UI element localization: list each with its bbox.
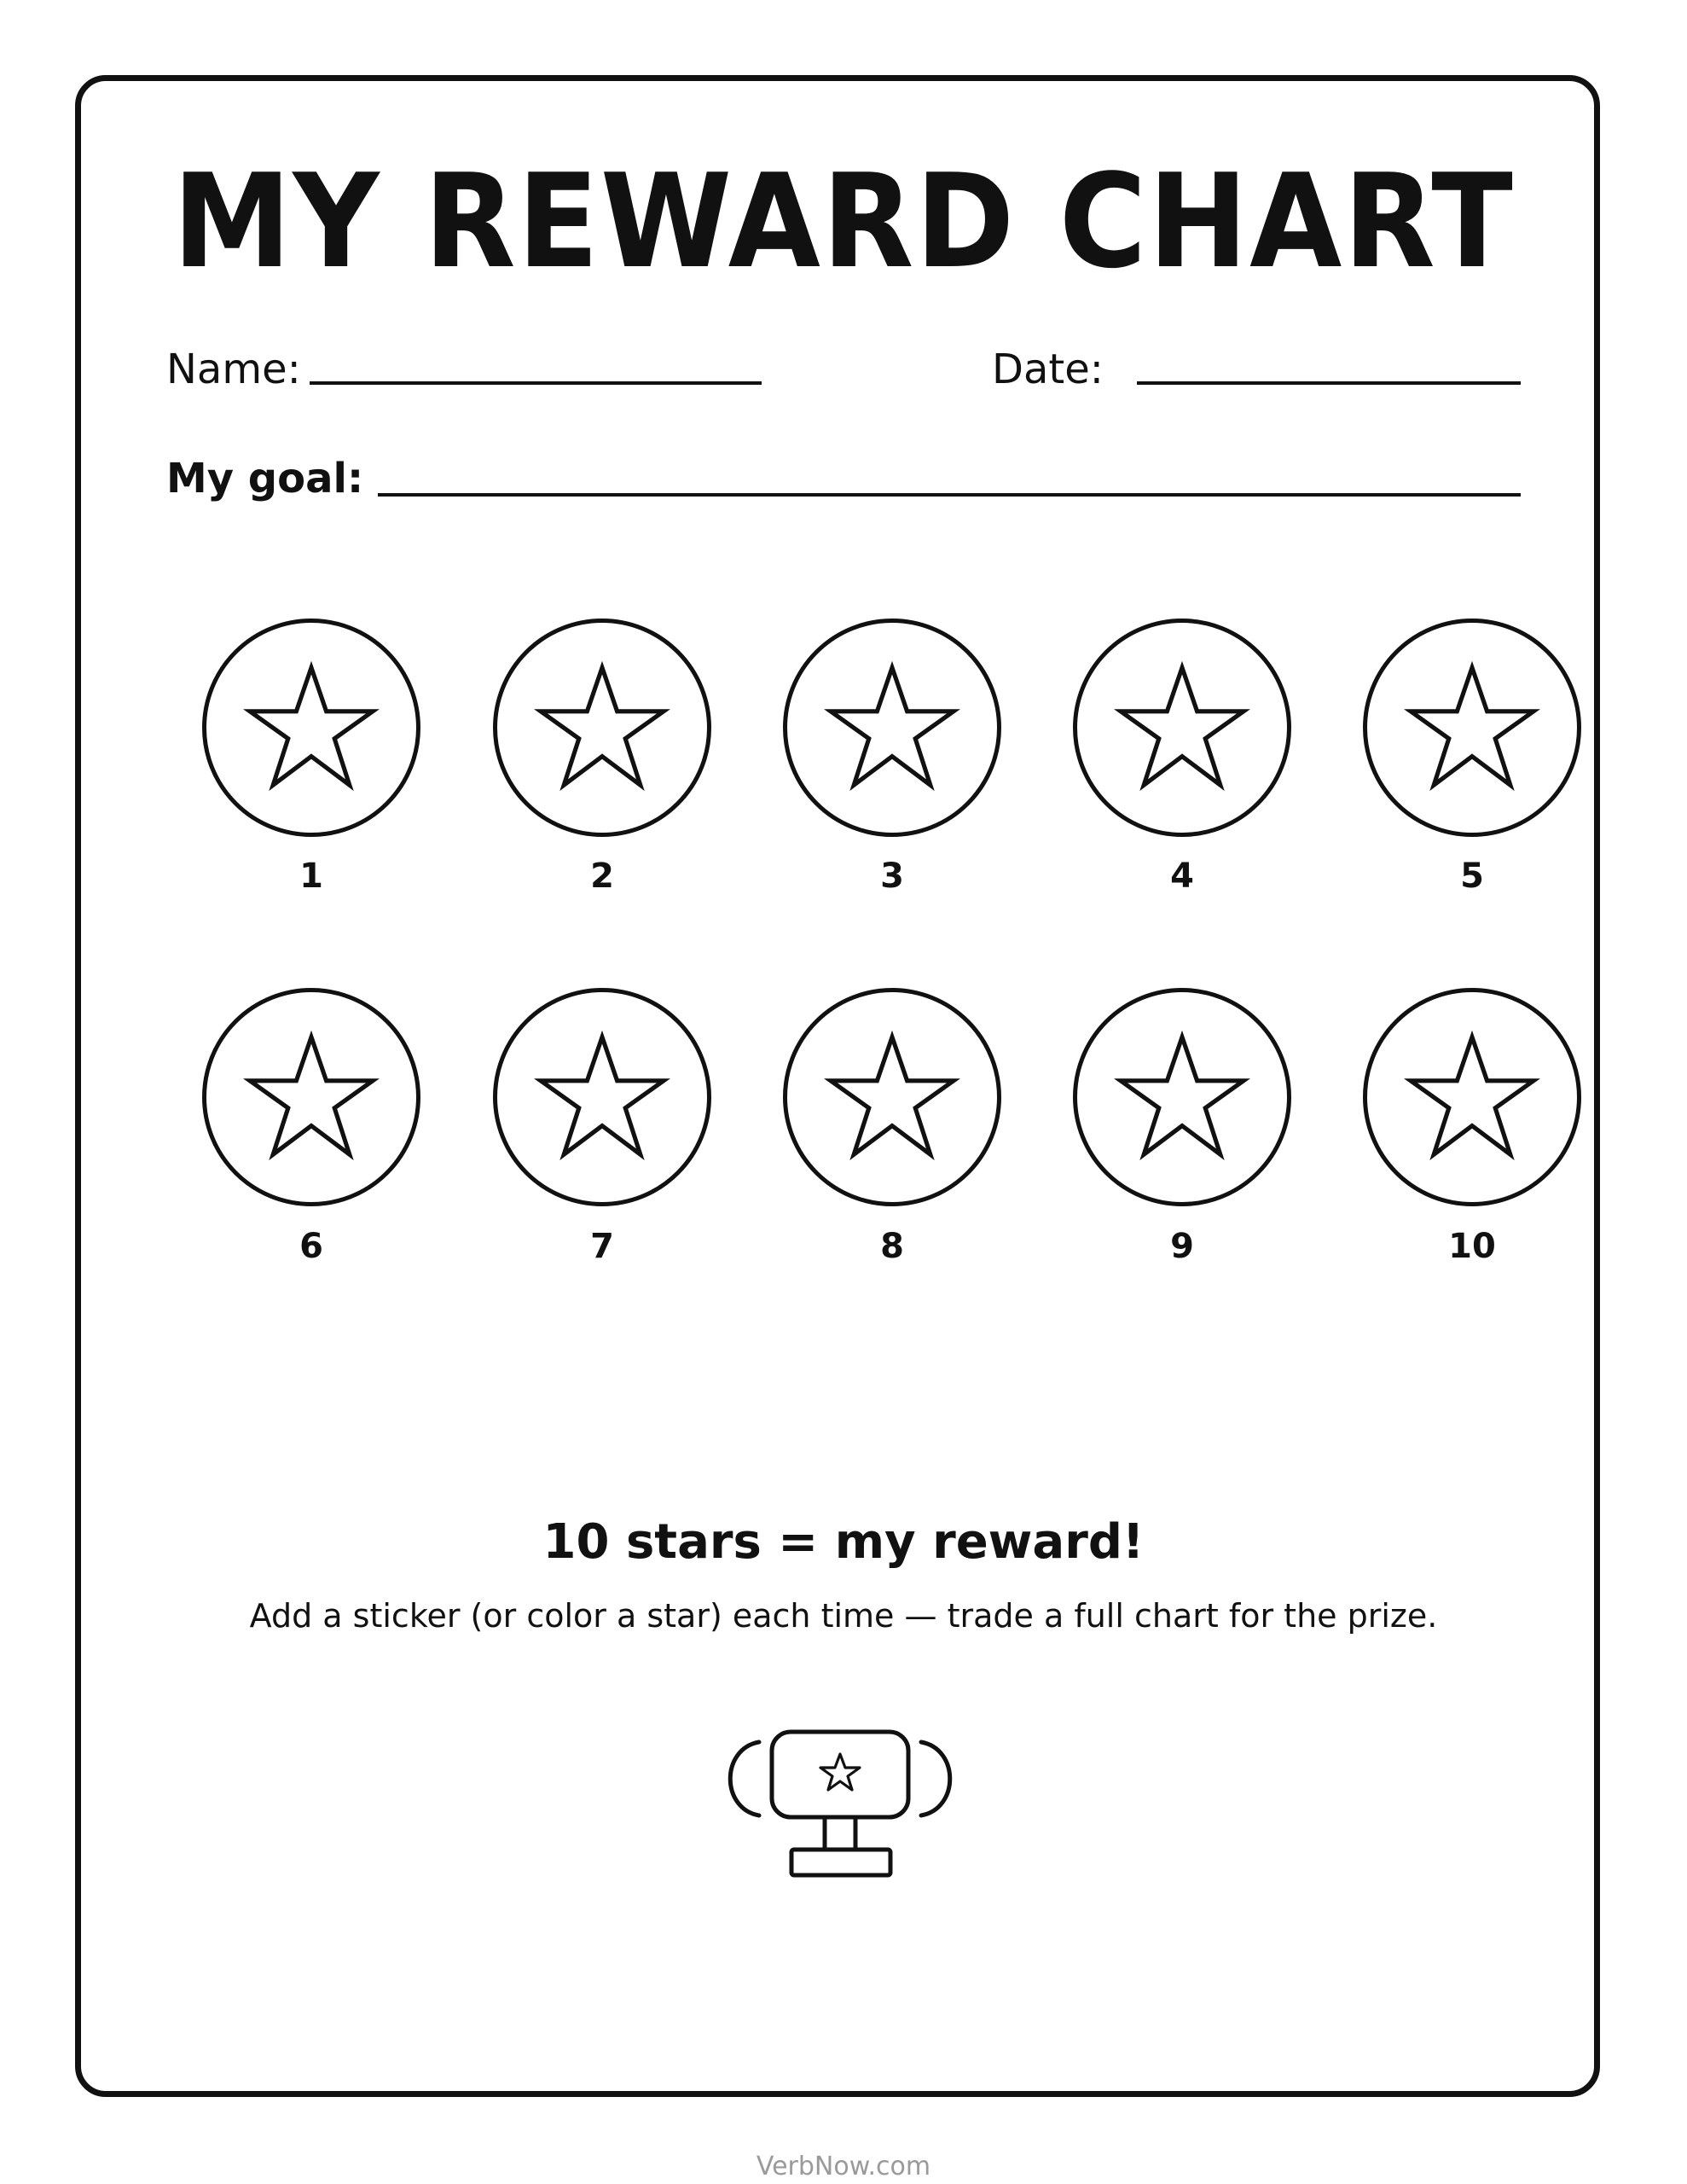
star-number: 3 bbox=[880, 857, 904, 896]
star-icon bbox=[243, 1029, 380, 1165]
star-icon bbox=[1404, 1029, 1540, 1165]
goal-line[interactable] bbox=[378, 493, 1521, 497]
star-icon bbox=[534, 659, 670, 796]
star-circle-4[interactable] bbox=[1073, 619, 1291, 837]
star-number: 7 bbox=[590, 1227, 614, 1266]
star-icon bbox=[534, 1029, 670, 1165]
star-circle-7[interactable] bbox=[493, 988, 711, 1206]
star-circle-10[interactable] bbox=[1363, 988, 1581, 1206]
star-icon bbox=[1404, 659, 1540, 796]
star-circle-8[interactable] bbox=[783, 988, 1001, 1206]
star-circle-5[interactable] bbox=[1363, 619, 1581, 837]
star-number: 1 bbox=[299, 857, 323, 896]
reward-instructions: Add a sticker (or color a star) each time — trade a full chart for the prize. bbox=[249, 1597, 1438, 1635]
name-line[interactable] bbox=[310, 381, 762, 385]
star-number: 8 bbox=[880, 1227, 904, 1266]
footer-credit: VerbNow.com bbox=[756, 2152, 931, 2181]
star-number: 9 bbox=[1170, 1227, 1194, 1266]
star-circle-1[interactable] bbox=[202, 619, 420, 837]
star-circle-9[interactable] bbox=[1073, 988, 1291, 1206]
goal-label: My goal: bbox=[166, 455, 364, 502]
star-number: 5 bbox=[1460, 857, 1484, 896]
date-label: Date: bbox=[992, 346, 1104, 393]
star-number: 6 bbox=[299, 1227, 323, 1266]
star-icon bbox=[824, 1029, 960, 1165]
star-circle-3[interactable] bbox=[783, 619, 1001, 837]
date-line[interactable] bbox=[1137, 381, 1521, 385]
star-number: 4 bbox=[1170, 857, 1194, 896]
reward-headline: 10 stars = my reward! bbox=[542, 1514, 1145, 1570]
star-icon bbox=[824, 659, 960, 796]
star-number: 2 bbox=[590, 857, 614, 896]
name-label: Name: bbox=[166, 346, 301, 393]
star-number: 10 bbox=[1448, 1227, 1496, 1266]
star-icon bbox=[1114, 659, 1250, 796]
star-circle-6[interactable] bbox=[202, 988, 420, 1206]
trophy-icon bbox=[712, 1723, 968, 1911]
page-title: MY REWARD CHART bbox=[172, 146, 1515, 297]
star-circle-2[interactable] bbox=[493, 619, 711, 837]
star-icon bbox=[1114, 1029, 1250, 1165]
star-icon bbox=[243, 659, 380, 796]
